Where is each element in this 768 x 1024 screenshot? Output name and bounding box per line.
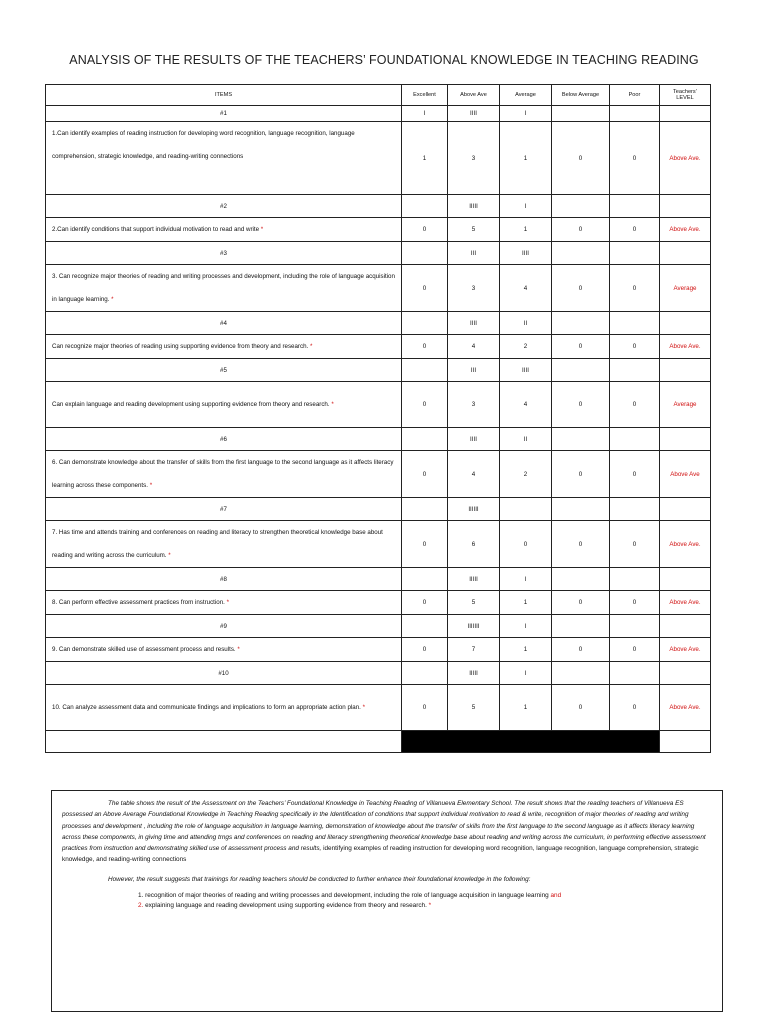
value-poor: 0	[610, 451, 660, 498]
item-number: #5	[46, 359, 402, 382]
tally-below-average	[552, 242, 610, 265]
value-average: 4	[500, 265, 552, 312]
value-poor: 0	[610, 122, 660, 195]
empty-cell	[46, 731, 402, 753]
tally-below-average	[552, 359, 610, 382]
value-above-ave: 7	[448, 638, 500, 662]
tally-average: I	[500, 568, 552, 591]
item-description	[46, 685, 402, 731]
tally-poor	[610, 312, 660, 335]
tally-excellent	[402, 662, 448, 685]
tally-level	[660, 242, 711, 265]
asterisk-mark: *	[237, 646, 240, 653]
tally-below-average	[552, 106, 610, 122]
list-marker: 1.	[138, 892, 144, 900]
summary-italic-text: The table shows the result of the Assessment on the Teachers’ Foundational Knowledge in Teaching Reading of Villanueva Elementary School. The result shows that the reading teachers of Villanueva ES possessed an Above Average Foundational Knowledge in Teaching Reading specifically in the Identification of conditions that support individual motivation to read & write, recognition of major theories of reading and writing processes and development , including the role of language acquisition in language learning, demonstration of knowledge about the transfer of skills from the first language to the second language as it affects literacy learning across these components, in giving time and attending trngs and conferences on reading and literacy strengthening theoretical knowledge base about reading and writing across the curriculum, in performing effective assessment practices from instruction and demonstrating skilled use of assessment process and results,	[62, 800, 706, 853]
value-average: 1	[500, 638, 552, 662]
value-poor: 0	[610, 335, 660, 359]
value-above-ave: 5	[448, 591, 500, 615]
value-excellent: 0	[402, 218, 448, 242]
value-above-ave: 4	[448, 451, 500, 498]
item-description	[46, 335, 402, 359]
value-below-average: 0	[552, 382, 610, 428]
item-number: #4	[46, 312, 402, 335]
value-below-average: 0	[552, 265, 610, 312]
item-description-text: 8. Can perform effective assessment practices from instruction.	[52, 599, 227, 606]
item-number: #8	[46, 568, 402, 591]
tally-below-average	[552, 662, 610, 685]
tally-average: II	[500, 428, 552, 451]
tally-level	[660, 106, 711, 122]
value-poor: 0	[610, 265, 660, 312]
table-row	[46, 662, 711, 685]
tally-level	[660, 312, 711, 335]
tally-excellent	[402, 359, 448, 382]
item-description-text: 1.Can identify examples of reading instruction for developing word recognition, language recognition, language comprehension, strategic knowledge, and reading-writing connections	[52, 130, 355, 160]
tally-level	[660, 428, 711, 451]
teachers-level: Above Ave.	[660, 685, 711, 731]
item-description-text: 10. Can analyze assessment data and communicate findings and implications to form an appropriate action plan.	[52, 704, 363, 711]
list-item-suffix: *	[428, 902, 432, 910]
summary-normal-text: identifying examples of reading instruction for developing word recognition, language recognition, language comprehension, strategic knowledge, and reading-writing connections	[62, 845, 699, 864]
tally-above-ave: III	[448, 359, 500, 382]
document-title: ANALYSIS OF THE RESULTS OF THE TEACHERS’ FOUNDATIONAL KNOWLEDGE IN TEACHING READING	[69, 53, 699, 67]
tally-above-ave: IIIIIII	[448, 615, 500, 638]
asterisk-mark: *	[260, 226, 264, 233]
results-table	[45, 84, 711, 753]
teachers-level: Above Ave.	[660, 122, 711, 195]
teachers-level: Average	[660, 265, 711, 312]
table-row	[46, 568, 711, 591]
item-number: #1	[46, 106, 402, 122]
table-row	[46, 195, 711, 218]
tally-excellent	[402, 568, 448, 591]
table-row	[46, 638, 711, 662]
value-average: 2	[500, 335, 552, 359]
tally-average: II	[500, 312, 552, 335]
item-number: #9	[46, 615, 402, 638]
item-description-text: Can recognize major theories of reading using supporting evidence from theory and research.	[52, 343, 310, 350]
asterisk-mark: *	[168, 552, 171, 559]
item-description	[46, 451, 402, 498]
tally-above-ave: IIIII	[448, 662, 500, 685]
value-above-ave: 4	[448, 335, 500, 359]
item-description	[46, 265, 402, 312]
tally-average: IIII	[500, 242, 552, 265]
value-above-ave: 3	[448, 265, 500, 312]
value-below-average: 0	[552, 451, 610, 498]
value-excellent: 0	[402, 685, 448, 731]
item-number: #3	[46, 242, 402, 265]
value-excellent: 0	[402, 521, 448, 568]
empty-cell	[660, 731, 711, 753]
tally-below-average	[552, 195, 610, 218]
value-below-average: 0	[552, 122, 610, 195]
tally-level	[660, 568, 711, 591]
tally-excellent	[402, 615, 448, 638]
tally-poor	[610, 428, 660, 451]
table-row	[46, 122, 711, 195]
teachers-level: Above Ave.	[660, 218, 711, 242]
asterisk-mark: *	[111, 296, 114, 303]
summary-paragraph	[62, 798, 712, 866]
value-excellent: 0	[402, 591, 448, 615]
tally-below-average	[552, 568, 610, 591]
table-row	[46, 265, 711, 312]
value-below-average: 0	[552, 218, 610, 242]
value-below-average: 0	[552, 521, 610, 568]
tally-average	[500, 498, 552, 521]
asterisk-mark: *	[309, 343, 313, 350]
table-row	[46, 615, 711, 638]
value-poor: 0	[610, 382, 660, 428]
header-excellent: Excellent	[402, 85, 448, 106]
tally-average: IIII	[500, 359, 552, 382]
tally-below-average	[552, 498, 610, 521]
tally-poor	[610, 498, 660, 521]
teachers-level: Average	[660, 382, 711, 428]
value-poor: 0	[610, 638, 660, 662]
item-description	[46, 521, 402, 568]
item-description-text: Can explain language and reading development using supporting evidence from theory and research.	[52, 401, 332, 408]
table-header-row	[46, 85, 711, 106]
value-poor: 0	[610, 591, 660, 615]
item-description	[46, 218, 402, 242]
value-below-average: 0	[552, 685, 610, 731]
tally-level	[660, 498, 711, 521]
value-above-ave: 3	[448, 382, 500, 428]
tally-level	[660, 615, 711, 638]
tally-above-ave: IIII	[448, 428, 500, 451]
recommendation-paragraph: However, the result suggests that trainings for reading teachers should be conducted to further enhance their foundational knowledge in the following:	[108, 875, 531, 883]
tally-average: I	[500, 615, 552, 638]
table-row	[46, 521, 711, 568]
header-below-average: Below Average	[552, 85, 610, 106]
table-row	[46, 382, 711, 428]
table-body	[46, 106, 711, 753]
recommendation-list	[62, 891, 712, 911]
value-above-ave: 6	[448, 521, 500, 568]
tally-level	[660, 195, 711, 218]
item-number: #2	[46, 195, 402, 218]
value-average: 1	[500, 122, 552, 195]
item-description	[46, 382, 402, 428]
list-marker: 2.	[138, 902, 144, 910]
tally-average: I	[500, 662, 552, 685]
value-excellent: 0	[402, 335, 448, 359]
item-description-text: 2.Can identify conditions that support individual motivation to read and write	[52, 226, 261, 233]
value-excellent: 1	[402, 122, 448, 195]
tally-excellent: I	[402, 106, 448, 122]
item-description	[46, 122, 402, 195]
asterisk-mark: *	[226, 599, 230, 606]
list-item-suffix: and	[550, 892, 562, 900]
table-row	[46, 451, 711, 498]
asterisk-mark: *	[331, 401, 334, 408]
table-row	[46, 685, 711, 731]
tally-poor	[610, 195, 660, 218]
value-average: 1	[500, 591, 552, 615]
tally-poor	[610, 615, 660, 638]
list-item-text: recognition of major theories of reading and writing processes and development, including the role of language acquisition in language learning	[143, 892, 551, 900]
table-row	[46, 498, 711, 521]
teachers-level: Above Ave	[660, 451, 711, 498]
value-below-average: 0	[552, 335, 610, 359]
tally-below-average	[552, 312, 610, 335]
value-poor: 0	[610, 685, 660, 731]
tally-average: I	[500, 195, 552, 218]
table-row	[46, 359, 711, 382]
table-row	[46, 218, 711, 242]
tally-below-average	[552, 428, 610, 451]
header-items: ITEMS	[46, 85, 402, 106]
value-average: 0	[500, 521, 552, 568]
tally-level	[660, 359, 711, 382]
tally-level	[660, 662, 711, 685]
value-excellent: 0	[402, 382, 448, 428]
item-description-text: 7. Has time and attends training and conferences on reading and literacy to strengthen theoretical knowledge base about reading and writing across the curriculum.	[52, 529, 383, 559]
tally-excellent	[402, 195, 448, 218]
value-average: 4	[500, 382, 552, 428]
teachers-level: Above Ave.	[660, 335, 711, 359]
value-excellent: 0	[402, 451, 448, 498]
teachers-level: Above Ave.	[660, 591, 711, 615]
item-description-text: 3. Can recognize major theories of reading and writing processes and development, including the role of language acquisition in language learning.	[52, 273, 395, 303]
tally-excellent	[402, 498, 448, 521]
tally-poor	[610, 106, 660, 122]
value-average: 1	[500, 218, 552, 242]
blacked-out-cell	[402, 731, 660, 753]
value-excellent: 0	[402, 265, 448, 312]
item-number: #10	[46, 662, 402, 685]
tally-above-ave: IIII	[448, 312, 500, 335]
value-below-average: 0	[552, 638, 610, 662]
header-poor: Poor	[610, 85, 660, 106]
table-row	[46, 591, 711, 615]
value-below-average: 0	[552, 591, 610, 615]
value-poor: 0	[610, 521, 660, 568]
value-above-ave: 3	[448, 122, 500, 195]
tally-poor	[610, 359, 660, 382]
table-row	[46, 242, 711, 265]
list-item	[138, 901, 712, 911]
table-row	[46, 335, 711, 359]
tally-above-ave: III	[448, 242, 500, 265]
tally-excellent	[402, 312, 448, 335]
tally-above-ave: IIII	[448, 106, 500, 122]
header-teachers-level: Teachers’ LEVEL	[660, 85, 711, 106]
item-description-text: 6. Can demonstrate knowledge about the transfer of skills from the first language to the second language as it affects literacy learning across these components.	[52, 459, 394, 489]
asterisk-mark: *	[149, 482, 153, 489]
tally-below-average	[552, 615, 610, 638]
value-excellent: 0	[402, 638, 448, 662]
value-above-ave: 5	[448, 218, 500, 242]
value-above-ave: 5	[448, 685, 500, 731]
tally-excellent	[402, 242, 448, 265]
header-above-ave: Above Ave	[448, 85, 500, 106]
summary-box	[51, 790, 723, 1012]
table-row	[46, 428, 711, 451]
item-description	[46, 591, 402, 615]
item-number: #7	[46, 498, 402, 521]
tally-excellent	[402, 428, 448, 451]
table-row	[46, 312, 711, 335]
tally-above-ave: IIIII	[448, 568, 500, 591]
list-item-text: explaining language and reading development using supporting evidence from theory and research.	[143, 902, 429, 910]
list-item	[138, 891, 712, 901]
tally-above-ave: IIIIII	[448, 498, 500, 521]
teachers-level: Above Ave.	[660, 638, 711, 662]
tally-poor	[610, 242, 660, 265]
teachers-level: Above Ave.	[660, 521, 711, 568]
value-average: 1	[500, 685, 552, 731]
value-poor: 0	[610, 218, 660, 242]
value-average: 2	[500, 451, 552, 498]
tally-poor	[610, 568, 660, 591]
table-row	[46, 731, 711, 753]
header-average: Average	[500, 85, 552, 106]
tally-above-ave: IIIII	[448, 195, 500, 218]
asterisk-mark: *	[362, 704, 366, 711]
item-number: #6	[46, 428, 402, 451]
tally-average: I	[500, 106, 552, 122]
item-description	[46, 638, 402, 662]
table-row	[46, 106, 711, 122]
item-description-text: 9. Can demonstrate skilled use of assessment process and results.	[52, 646, 238, 653]
tally-poor	[610, 662, 660, 685]
